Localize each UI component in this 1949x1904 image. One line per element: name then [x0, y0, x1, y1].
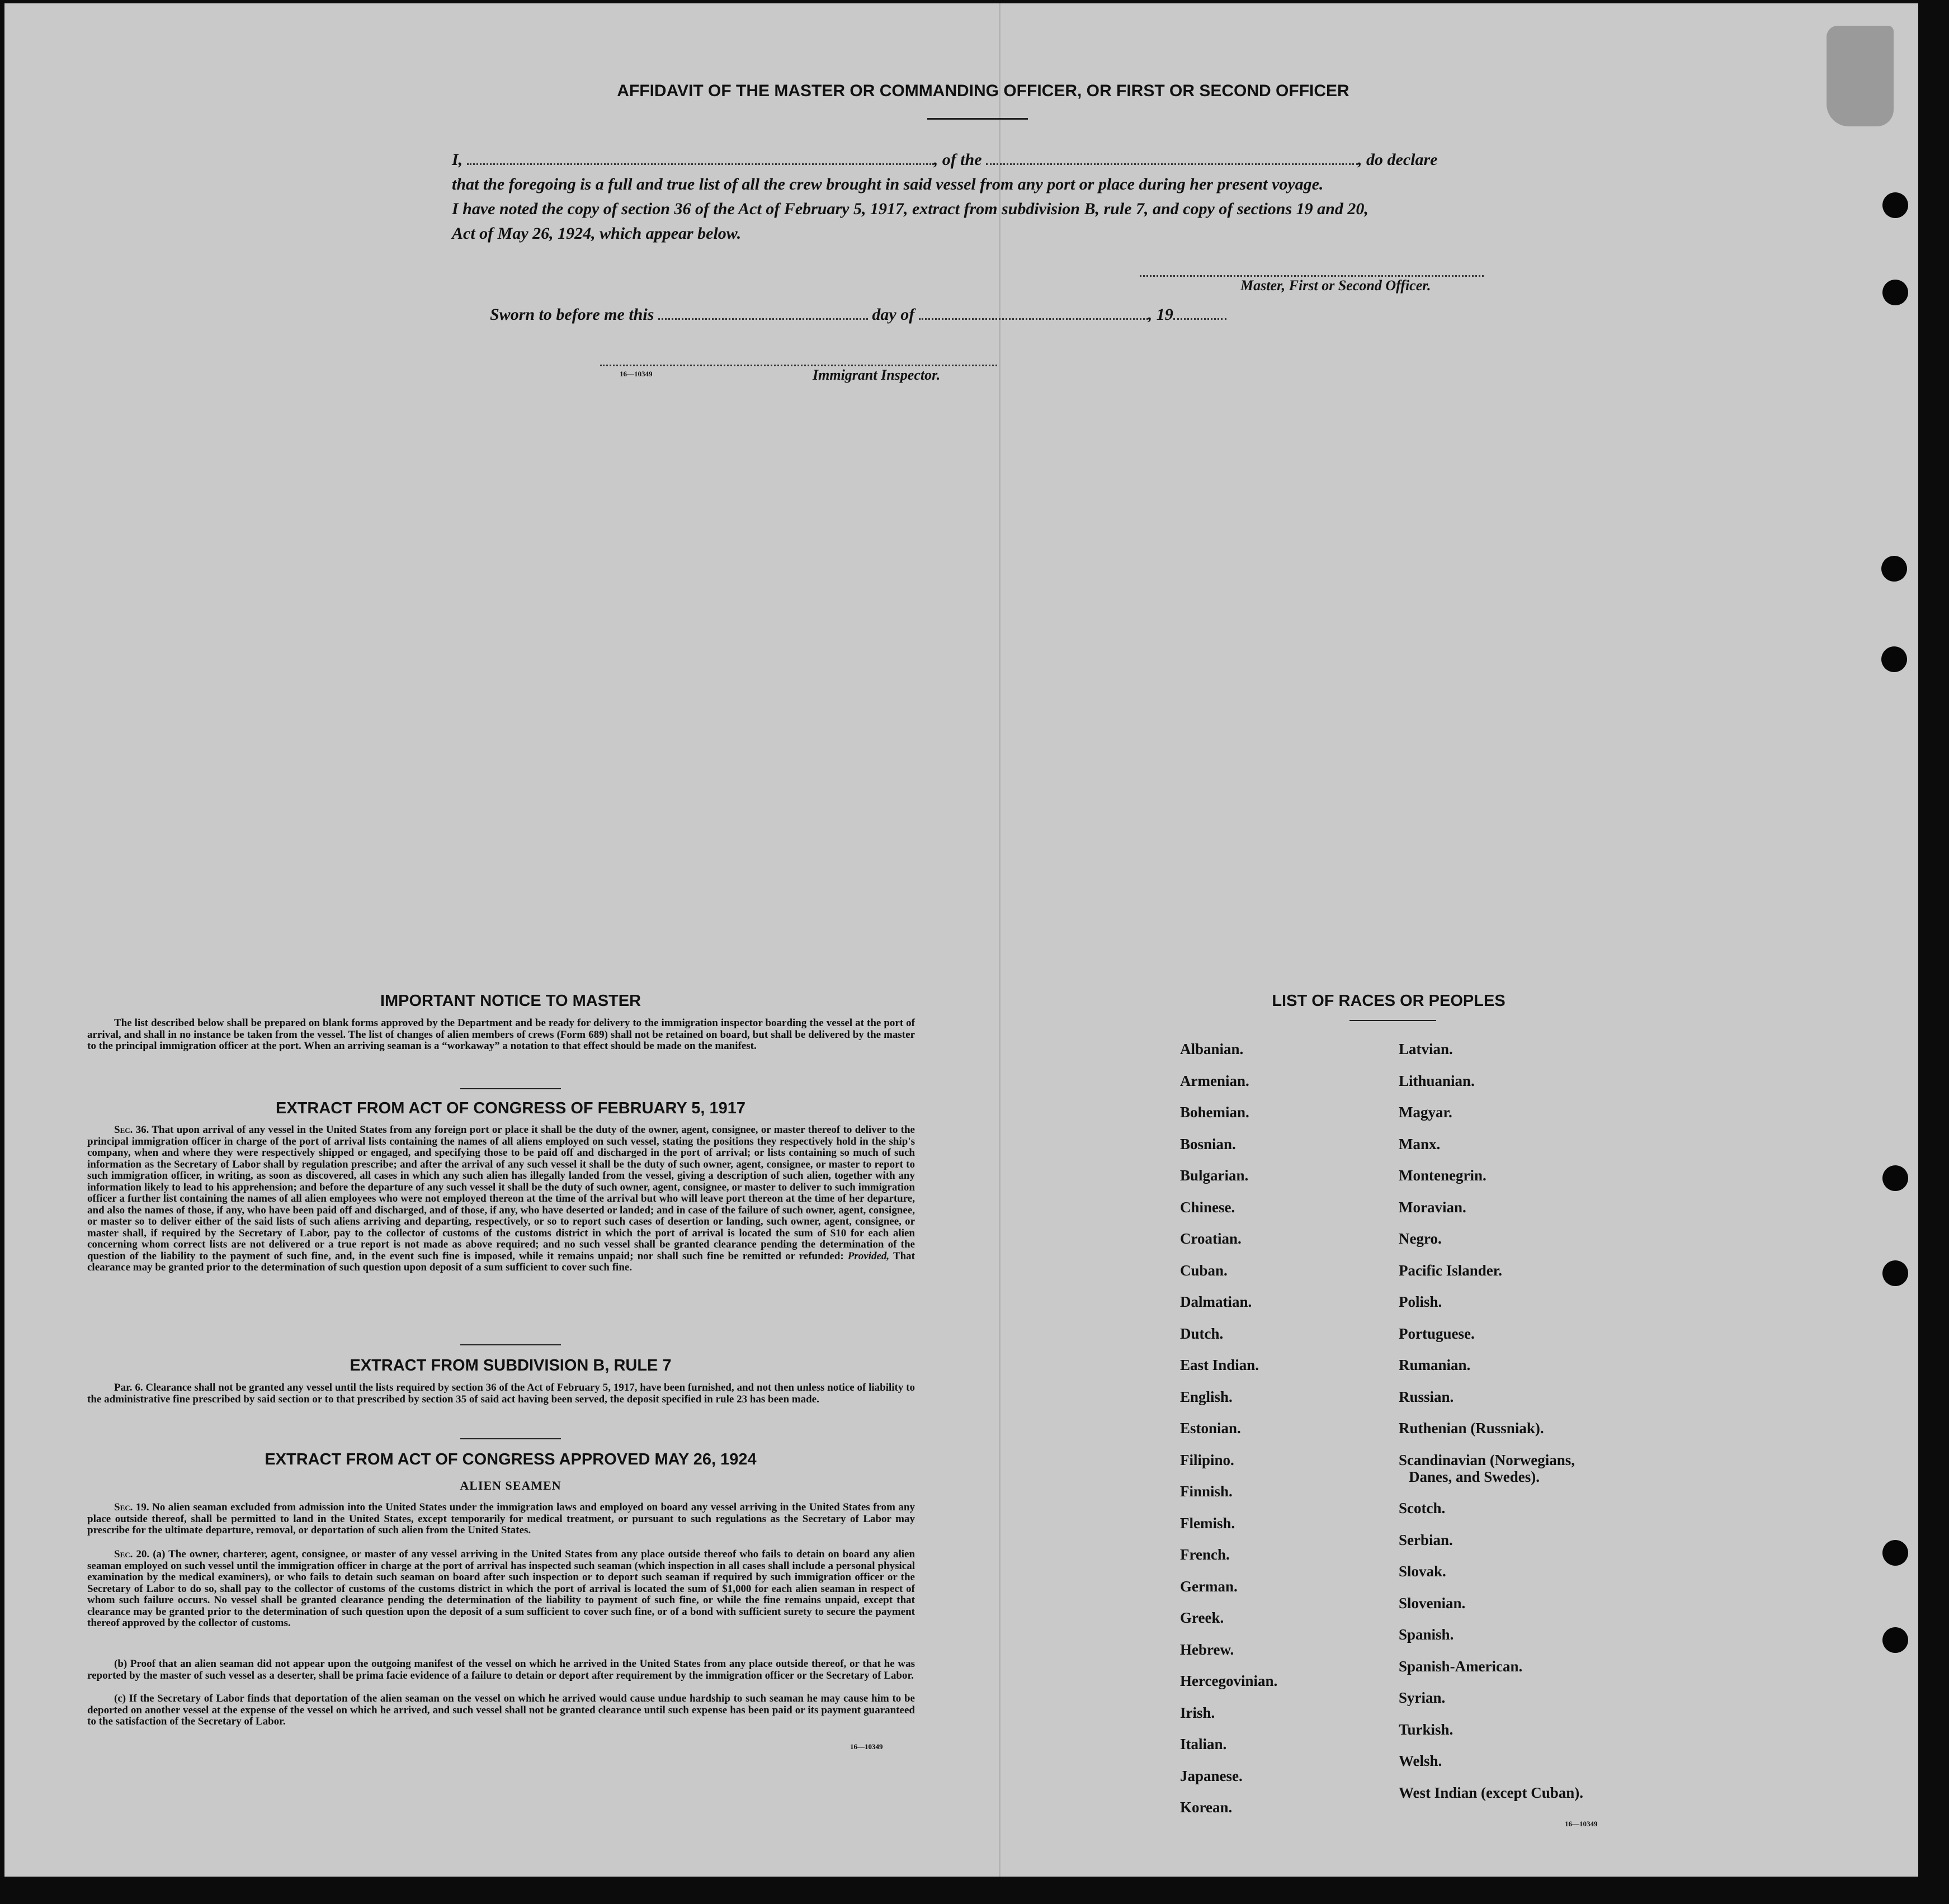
race-item: Lithuanian. — [1399, 1072, 1475, 1089]
race-item: Korean. — [1180, 1799, 1233, 1816]
race-item: Slovak. — [1399, 1563, 1446, 1580]
inspector-label: Immigrant Inspector. — [813, 367, 941, 383]
race-item: Magyar. — [1399, 1104, 1452, 1121]
race-item: Danes, and Swedes). — [1409, 1468, 1540, 1485]
races-form-number: 16—10349 — [1565, 1820, 1598, 1828]
affidavit-declaration — [452, 148, 1542, 246]
punch-hole — [1882, 1540, 1908, 1566]
race-item: Filipino. — [1180, 1451, 1234, 1468]
race-item: Dalmatian. — [1180, 1293, 1252, 1310]
subdivision-b-text: Par. 6. Clearance shall not be granted any vessel until the lists required by section 36 of the Act of February 5, 1917, have been furnished, and not then unless notice of liability to the administrative fine prescribed by said section or to that prescribed by section 35 of said act having been served, the deposit specified in rule 23 has been made. — [87, 1382, 915, 1405]
i-label: I, — [452, 150, 463, 169]
race-item: Croatian. — [1180, 1230, 1242, 1247]
month-blank[interactable] — [919, 308, 1148, 320]
sec19-label: Sec. 19. — [114, 1501, 149, 1513]
races-right-column — [1399, 1041, 1745, 1835]
inspector-signature-blank[interactable] — [600, 355, 997, 366]
section-rule — [460, 1344, 561, 1345]
notice-title: IMPORTANT NOTICE TO MASTER — [380, 992, 641, 1010]
subdivision-b-title: EXTRACT FROM SUBDIVISION B, RULE 7 — [350, 1357, 672, 1374]
race-item: Greek. — [1180, 1609, 1224, 1626]
race-item: Rumanian. — [1399, 1357, 1471, 1373]
sworn-label: Sworn to before me this — [490, 305, 654, 324]
master-signature-blank[interactable] — [1140, 265, 1484, 277]
extract-1924-title: EXTRACT FROM ACT OF CONGRESS APPROVED MAY 26, 1924 — [265, 1451, 757, 1468]
sec20a-body: (a) The owner, charterer, agent, consignee, or master of any vessel arriving in the United States from any place outside thereof who fails to detain on board any alien seaman employed on such vessel until the immigration officer in charge at the port of arrival has inspected such seaman (which inspection in all cases shall include a personal physical examination by the medical examiners), or who fails to detain such seaman on board after such inspection or to deport such seaman if required by such immigration officer or the Secretary of Labor to do so, shall pay to the collector of customs of the customs district in which the port of arrival is located the sum of $1,000 for each alien seaman in respect of whom such failure occurs. No vessel shall be granted clearance pending the determination of the liability to payment of such fine, or while the fine remains unpaid, except that clearance may be granted prior to the determination of such question upon the deposit of a sum sufficient to cover such fine, or of a bond with sufficient surety to secure the payment thereof approved by the collector of customs. — [87, 1548, 915, 1629]
race-item: Flemish. — [1180, 1514, 1235, 1532]
sec36-body: That upon arrival of any vessel in the United States from any foreign port or place it shall be the duty of the owner, agent, consignee, or master thereof to deliver to the principal immigration officer in charge of the port of arrival lists containing the names of all aliens employed on such vessel, stating the positions they respectively hold in the ship's company, when and where they were respectively shipped or engaged, and specifying those to be paid off and discharged in the port of arrival; or lists containing so much of such information as the Secretary of Labor shall by regulation prescribe; and after the arrival of any such vessel it shall be the duty of such owner, agent, consignee, or master to report to such immigration officer, in writing, as soon as discovered, all cases in which any such alien has illegally landed from the vessel, giving a description of such alien, together with any information likely to lead to his apprehension; and before the departure of any such vessel it shall be the duty of such owner, agent, consignee, or master to deliver to such immigration officer a further list containing the names of all alien employees who were not employed thereon at the time of the arrival but who will leave port thereon at the time of her departure, and also the names of those, if any, who have been paid off and discharged, and of those, if any, who have deserted or landed; and in case of the failure of such owner, agent, consignee, or master so to deliver either of the said lists of such aliens arriving and departing, respectively, or so to report such cases of desertion or landing, such owner, agent, consignee, or master shall, if required by the Secretary of Labor, pay to the collector of customs of the customs district in which the port of arrival is located the sum of $10 for each alien concerning whom correct lists are not delivered or a true report is not made as above required; and no such vessel shall be granted clearance pending the determination of the question of the liability to the payment of such fine, and, in the event such fine is imposed, while it remains unpaid; nor shall such fine be remitted or refunded: — [87, 1124, 915, 1262]
sec36-end: That clearance may be granted prior to the determination of such question upon deposit of a sum sufficient to cover such fine. — [87, 1250, 915, 1273]
race-item: Finnish. — [1180, 1483, 1233, 1500]
race-item: German. — [1180, 1577, 1238, 1595]
race-item: Irish. — [1180, 1704, 1215, 1721]
race-item: Italian. — [1180, 1736, 1227, 1752]
races-rule — [1349, 1020, 1436, 1021]
provided-word: Provided, — [847, 1250, 890, 1262]
race-item: Welsh. — [1399, 1752, 1442, 1769]
race-item: Russian. — [1399, 1388, 1454, 1405]
race-item: Negro. — [1399, 1230, 1442, 1247]
of-the-label: , of the — [933, 150, 982, 169]
race-item: Montenegrin. — [1399, 1167, 1486, 1184]
race-item: Bohemian. — [1180, 1104, 1249, 1121]
affidavit-form-number: 16—10349 — [620, 370, 653, 378]
sec36-label: Sec. 36. — [114, 1124, 149, 1136]
torn-corner — [1827, 26, 1894, 126]
race-item: Serbian. — [1399, 1531, 1453, 1548]
race-item: Scandinavian (Norwegians, — [1399, 1451, 1575, 1468]
affidavit-title: AFFIDAVIT OF THE MASTER OR COMMANDING OFFICER, OR FIRST OR SECOND OFFICER — [617, 82, 1349, 100]
extract-1917-text — [87, 1125, 915, 1274]
do-declare-label: , do declare — [1358, 150, 1438, 169]
race-item: Estonian. — [1180, 1420, 1241, 1437]
day-blank[interactable] — [658, 308, 868, 320]
master-signature-label: Master, First or Second Officer. — [1240, 277, 1431, 294]
race-item: Bulgarian. — [1180, 1167, 1249, 1184]
race-item: Portuguese. — [1399, 1325, 1475, 1342]
race-item: Polish. — [1399, 1293, 1442, 1310]
title-rule — [927, 118, 1028, 120]
document-page — [4, 3, 1918, 1877]
race-item: Dutch. — [1180, 1325, 1224, 1342]
punch-hole — [1882, 1627, 1908, 1653]
race-item: East Indian. — [1180, 1357, 1259, 1373]
vessel-blank[interactable] — [986, 153, 1358, 165]
year-prefix: , 19 — [1148, 305, 1173, 324]
section-rule — [460, 1438, 561, 1439]
race-item: French. — [1180, 1546, 1230, 1563]
race-item: Pacific Islander. — [1399, 1262, 1502, 1279]
race-item: Armenian. — [1180, 1072, 1249, 1089]
race-item: Slovenian. — [1399, 1594, 1466, 1612]
sec20-label: Sec. 20. — [114, 1548, 150, 1560]
race-item: Hebrew. — [1180, 1641, 1234, 1658]
race-item: Manx. — [1399, 1135, 1441, 1152]
race-item: West Indian (except Cuban). — [1399, 1784, 1584, 1801]
punch-hole — [1882, 1165, 1908, 1191]
sec20c-text: (c) If the Secretary of Labor finds that deportation of the alien seaman on the vessel on which he arrived would cause undue hardship to such seaman he may cause him to be deported on another vessel at the expense of the vessel on which he arrived, and such vessel shall not be granted clearance until such expense has been paid or its payment guaranteed to the satisfaction of the Secretary of Labor. — [87, 1693, 915, 1727]
affidavit-line2: that the foregoing is a full and true list of all the crew brought in said vessel from any port or place during her present voyage. — [452, 175, 1324, 193]
notice-text: The list described below shall be prepared on blank forms approved by the Department and be ready for delivery to the immigration inspector boarding the vessel at the port of arrival, and shall in no instance be taken from the vessel. The list of changes of alien members of crews (Form 689) shall not be retained on board, but shall be delivered by the master to the principal immigration officer at the port. When an arriving seaman is a “workaway” a notation to that effect should be made on the manifest. — [87, 1017, 915, 1052]
race-item: Ruthenian (Russniak). — [1399, 1420, 1544, 1437]
day-of-label: day of — [872, 305, 915, 324]
punch-hole — [1882, 192, 1908, 218]
sec20a-text — [87, 1549, 915, 1629]
race-item: Chinese. — [1180, 1198, 1235, 1216]
extract-1917-title: EXTRACT FROM ACT OF CONGRESS OF FEBRUARY 5, 1917 — [275, 1099, 746, 1117]
extract-form-number: 16—10349 — [850, 1742, 883, 1751]
punch-hole — [1881, 556, 1907, 582]
affidavit-line4: Act of May 26, 1924, which appear below. — [452, 224, 742, 243]
punch-hole — [1882, 280, 1908, 305]
punch-hole — [1882, 1260, 1908, 1286]
race-item: Spanish-American. — [1399, 1657, 1523, 1675]
race-item: Latvian. — [1399, 1041, 1453, 1057]
sec19-text — [87, 1502, 915, 1537]
alien-seamen-subtitle: ALIEN SEAMEN — [460, 1478, 561, 1492]
race-item: Japanese. — [1180, 1767, 1243, 1784]
sec20b-text: (b) Proof that an alien seaman did not appear upon the outgoing manifest of the vessel on which he arrived in the United States from any place outside thereof, or that he was reported by the master of such vessel as a deserter, shall be prima facie evidence of a failure to detain or deport after requirement by the immigration officer or the Secretary of Labor. — [87, 1658, 915, 1681]
year-blank[interactable] — [1173, 308, 1226, 320]
races-title: LIST OF RACES OR PEOPLES — [1272, 992, 1506, 1010]
race-item: Albanian. — [1180, 1041, 1244, 1057]
center-fold — [999, 3, 1001, 1877]
race-item: Bosnian. — [1180, 1135, 1236, 1152]
race-item: Spanish. — [1399, 1626, 1454, 1643]
race-item: English. — [1180, 1388, 1233, 1405]
section-rule — [460, 1088, 561, 1089]
sworn-line — [490, 305, 1226, 324]
name-blank[interactable] — [467, 153, 934, 165]
race-item: Syrian. — [1399, 1689, 1446, 1706]
race-item: Cuban. — [1180, 1262, 1228, 1279]
race-item: Scotch. — [1399, 1500, 1446, 1516]
race-item: Moravian. — [1399, 1198, 1466, 1216]
race-item: Hercegovinian. — [1180, 1673, 1278, 1689]
affidavit-line3: I have noted the copy of section 36 of the Act of February 5, 1917, extract from subdivision B, rule 7, and copy of sections 19 and 20, — [452, 200, 1368, 218]
punch-hole — [1881, 646, 1907, 672]
race-item: Turkish. — [1399, 1721, 1454, 1738]
sec19-body: No alien seaman excluded from admission into the United States under the immigration laws and employed on board any vessel arriving in the United States from any place outside thereof, shall be permitted to land in the United States, except temporarily for medical treatment, or pursuant to such regulations as the Secretary of Labor may prescribe for the ultimate departure, removal, or deportation of such alien from the United States. — [87, 1501, 915, 1536]
